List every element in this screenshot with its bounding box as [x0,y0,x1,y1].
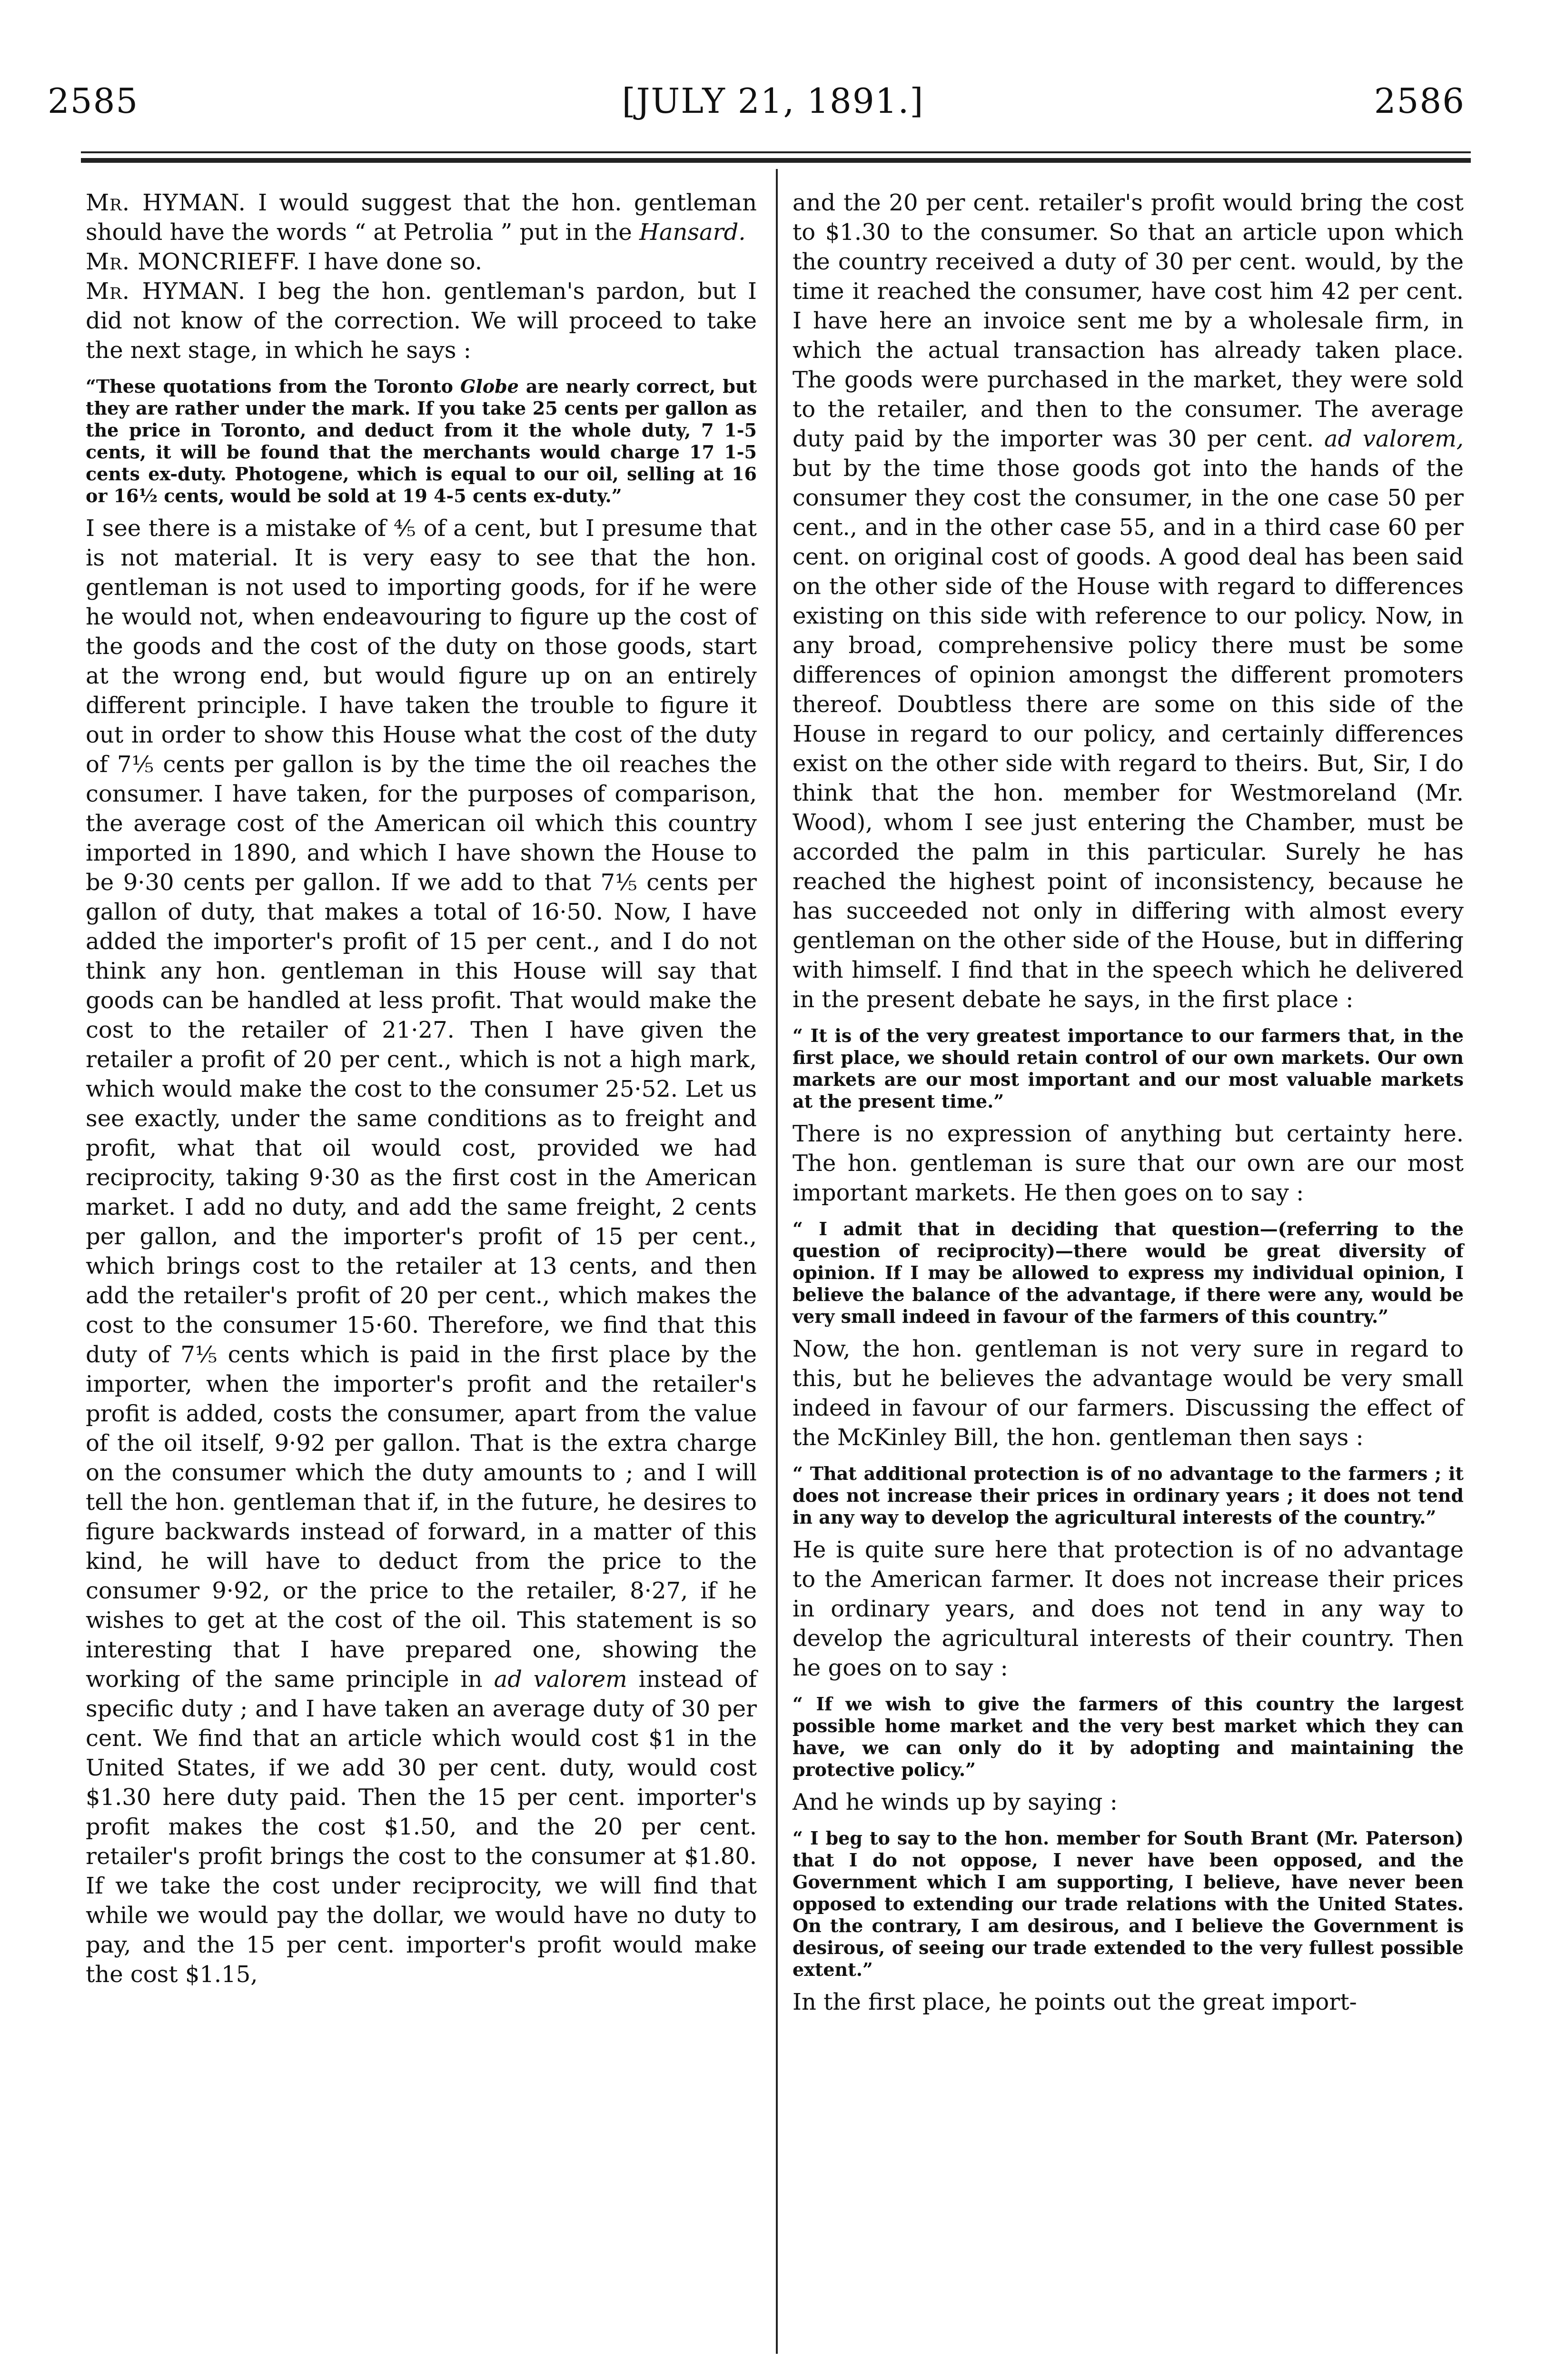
paragraph [86,514,757,1989]
paragraph [86,188,757,247]
italic-text: Globe [460,376,519,397]
page-number-right: 2586 [1374,81,1465,121]
header-rule-thin [81,151,1471,153]
paragraph: Now, the hon. gentleman is not very sure in regard to this, but he believes the advantage would be very small indeed in favour of our farmers. Discussing the effect of the McKinley Bill, the hon. gentleman then says : [793,1336,1464,1451]
block-quote [86,376,757,507]
block-quote: “ I beg to say to the hon. member for South Brant (Mr. Paterson) that I do not oppose, I never have been opposed, and the Government which I am supporting, I believe, have never been opposed to extending our trade relations with the United States. On the contrary, I am desirous, and I believe the Government is desirous, of seeing our trade extended to the very fullest possible extent.” [793,1827,1464,1980]
block-quote: “ That additional protection is of no advantage to the farmers ; it does not increase their prices in ordinary years ; it does not tend in any way to develop the agricultural interests of the country.” [793,1463,1464,1528]
block-quote: “ If we wish to give the farmers of this country the largest possible home market and the very best market which they can have, we can only do it by adopting and maintaining the protective policy.” [793,1693,1464,1780]
page-number-left: 2585 [48,81,139,121]
page-date-header: [JULY 21, 1891.] [622,81,924,121]
paragraph: In the first place, he points out the great import- [793,1989,1357,2015]
paragraph-text: but by the time those goods got into the hands of the consumer they cost the consumer, in the one case 50 per cent., and in the other case 55, and in a third case 60 per cent. on original cost of goods. A good deal has been said on the other side of the House with regard to differences existing on this side with reference to our policy. Now, in any broad, comprehensive policy there must be some differences of opinion amongst the different promoters thereof. Doubtless there are some on this side of the House in regard to our policy, and certainly differences exist on the other side with regard to theirs. But, Sir, I do think that the hon. member for Westmoreland (Mr. Wood), whom I see just entering the Chamber, must be accorded the palm in this particular. Surely he has reached the highest point of inconsistency, because he has succeeded not only in differing with almost every gentleman on the other side of the House, but in differing with himself. I find that in the speech which he delivered in the present debate he says, in the first place : [793,455,1464,1013]
column-divider [776,169,778,2354]
paragraph: He is quite sure here that protection is of no advantage to the American farmer. It does not increase their prices in ordinary years, and does not tend in any way to develop the agricultural interests of their country. Then he goes on to say : [793,1537,1464,1681]
paragraph-text: I see there is a mistake of ⅘ of a cent, but I presume that is not material. It is very easy to see that the hon. gentleman is not used to importing goods, for if he were he would not, when endeavouring to figure up the cost of the goods and the cost of the duty on those goods, start at the wrong end, but would figure up on an entirely different principle. I have taken the trouble to figure it out in order to show this House what the cost of the duty of 7⅕ cents per gallon is by the time the oil reaches the consumer. I have taken, for the purposes of comparison, the average cost of the American oil which this country imported in 1890, and which I have shown the House to be 9·30 cents per gallon. If we add to that 7⅕ cents per gallon of duty, that makes a total of 16·50. Now, I have added the importer's profit of 15 per cent., and I do not think any hon. gentleman in this House will say that goods can be handled at less profit. That would make the cost to the retailer of 21·27. Then I have given the retailer a profit of 20 per cent., which is not a high mark, which would make the cost to the consumer 25·52. Let us see exactly, under the same conditions as to freight and profit, what that oil would cost, provided we had reciprocity, taking 9·30 as the first cost in the American market. I add no duty, and add the same freight, 2 cents per gallon, and the importer's profit of 15 per cent., which brings cost to the retailer at 13 cents, and then add the retailer's profit of 20 per cent., which makes the cost to the consumer 15·60. Therefore, we find that this duty of 7⅕ cents which is paid in the first place by the importer, when the importer's profit and the retailer's profit is added, costs the consumer, apart from the value of the oil itself, 9·92 per gallon. That is the extra charge on the consumer which the duty amounts to ; and I will tell the hon. gentleman that if, in the future, he desires to figure backwards instead of forward, in a matter of this kind, he will have to deduct from the price to the consumer 9·92, or the price to the retailer, 8·27, if he wishes to get at the cost of the oil. This statement is so interesting that I have prepared one, showing the working of the same principle in [86,515,757,1693]
paragraph-text: I have done so. [307,248,482,275]
block-quote: “ I admit that in deciding that question—(referring to the question of reciprocity)—there would be great diversity of opinion. If I may be allowed to express my individual opinion, I believe the balance of the advantage, if there were any, would be very small indeed in favour of the farmers of this country.” [793,1218,1464,1327]
paragraph: And he winds up by saying : [793,1789,1118,1815]
paragraph [86,247,757,277]
paragraph-text: I would suggest that the hon. gentleman should have the words “ at Petrolia ” put in the [86,189,757,246]
paragraph-text: and the 20 per cent. retailer's profit would bring the cost to $1.30 to the consumer. So that an article upon which the country received a duty of 30 per cent. would, by the time it reached the consumer, have cost him 42 per cent. I have here an invoice sent me by a wholesale firm, in which the actual transaction has already taken place. The goods were purchased in the market, they were sold to the retailer, and then to the consumer. The average duty paid by the importer was 30 per cent. [793,189,1464,452]
left-column [86,188,757,1989]
italic-text: ad valorem, [1324,426,1464,452]
italic-text: Hansard. [639,219,746,246]
paragraph-text: I beg the hon. gentleman's pardon, but I did not know of the correction. We will proceed to take the next stage, in which he says : [86,278,757,364]
paragraph-text: instead of specific duty ; and I have taken an average duty of 30 per cent. We find that an article which would cost $1 in the United States, if we add 30 per cent. duty, would cost $1.30 here duty paid. Then the 15 per cent. importer's profit makes the cost $1.50, and the 20 per cent. retailer's profit brings the cost to the consumer at $1.80. If we take the cost under reciprocity, we will find that while we would pay the dollar, we would have no duty to pay, and the 15 per cent. importer's profit would make the cost $1.15, [86,1666,757,1988]
quote-text: are nearly correct, but they are rather under the mark. If you take 25 cents per gallon as the price in Toronto, and deduct from it the whole duty, 7 1-5 cents, it will be found that the merchants would charge 17 1-5 cents ex-duty. Photogene, which is equal to our oil, selling at 16 or 16½ cents, would be sold at 19 4-5 cents ex-duty.” [86,376,757,506]
block-quote: “ It is of the very greatest importance to our farmers that, in the first place, we should retain control of our own markets. Our own markets are our most important and our most valuable markets at the present time.” [793,1025,1464,1112]
right-column [793,188,1464,2017]
speaker-name: Mr. HYMAN. [86,278,246,305]
paragraph: There is no expression of anything but certainty here. The hon. gentleman is sure that our own are our most important markets. He then goes on to say : [793,1121,1464,1206]
speaker-name: Mr. HYMAN. [86,189,246,216]
italic-text: ad valorem [494,1666,627,1693]
speaker-name: Mr. MONCRIEFF. [86,248,301,275]
paragraph [793,188,1464,1014]
paragraph [86,277,757,365]
quote-text: “These quotations from the Toronto [86,376,453,397]
header-rule-thick [81,158,1471,163]
